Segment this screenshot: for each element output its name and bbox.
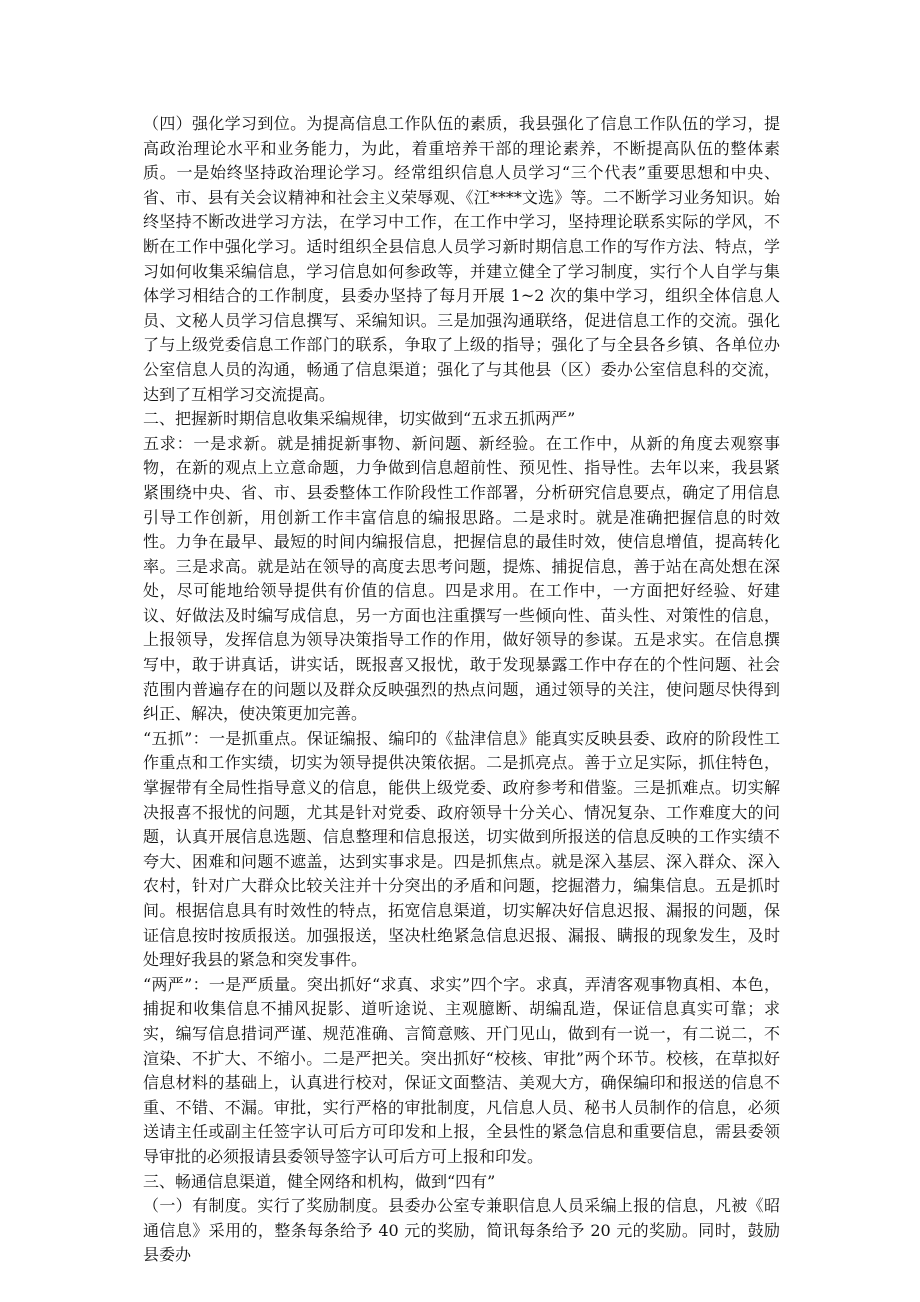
paragraph-has-system: （一）有制度。实行了奖励制度。县委办公室专兼职信息人员采编上报的信息，凡被《昭通信息》采用的，整条每条给予 40 元的奖励，简讯每条给予 20 元的奖励。同时，鼓励县委办 [143, 1196, 780, 1265]
section-heading-two: 二、把握新时期信息收集采编规律，切实做到“五求五抓两严” [143, 409, 576, 429]
paragraph-five-seek: 五求：一是求新。就是捕捉新事物、新问题、新经验。在工作中，从新的角度去观察事物，在新的观点上立意命题，力争做到信息超前性、预见性、指导性。去年以来，我县紧紧围绕中央、省、市、县委整体工作阶段性工作部署，分析研究信息要点，确定了用信息引导工作创新，用创新工作丰富信息的编报思路。二是求时。就是准确把握信息的时效性。力争在最早、最短的时间内编报信息，把握信息的最佳时效，使信息增值，提高转化率。三是求高。就是站在领导的高度去思考问题，提炼、捕捉信息，善于站在高处想在深处，尽可能地给领导提供有价值的信息。四是求用。在工作中，一方面把好经验、好建议、好做法及时编写成信息，另一方面也注重撰写一些倾向性、苗头性、对策性的信息，上报领导，发挥信息为领导决策指导工作的作用，做好领导的参谋。五是求实。在信息撰写中，敢于讲真话，讲实话，既报喜又报忧，敢于发现暴露工作中存在的个性问题、社会范围内普遍存在的问题以及群众反映强烈的热点问题，通过领导的关注，使问题尽快得到纠正、解决，使决策更加完善。 [143, 433, 780, 724]
paragraph-two-strict: “两严”：一是严质量。突出抓好“求真、求实”四个字。求真，弄清客观事物真相、本色，捕捉和收集信息不捕风捉影、道听途说、主观臆断、胡编乱造，保证信息真实可靠；求实，编写信息措词严谨、规范准确、言简意赅、开门见山，做到有一说一，有二说二，不渲染、不扩大、不缩小。二是严把关。突出抓好“校核、审批”两个环节。校核，在草拟好信息材料的基础上，认真进行校对，保证文面整洁、美观大方，确保编印和报送的信息不重、不错、不漏。审批，实行严格的审批制度，凡信息人员、秘书人员制作的信息，必须送请主任或副主任签字认可后方可印发和上报，全县性的紧急信息和重要信息，需县委领导审批的必须报请县委领导签字认可后方可上报和印发。 [143, 974, 780, 1166]
paragraph-five-grasp: “五抓”：一是抓重点。保证编报、编印的《盐津信息》能真实反映县委、政府的阶段性工作重点和工作实绩，切实为领导提供决策依据。二是抓亮点。善于立足实际，抓住特色，掌握带有全局性指导意义的信息，能供上级党委、政府参考和借鉴。三是抓难点。切实解决报喜不报忧的问题，尤其是针对党委、政府领导十分关心、情况复杂、工作难度大的问题，认真开展信息选题、信息整理和信息报送，切实做到所报送的信息反映的工作实绩不夸大、困难和问题不遮盖，达到实事求是。四是抓焦点。就是深入基层、深入群众、深入农村，针对广大群众比较关注并十分突出的矛盾和问题，挖掘潜力，编集信息。五是抓时间。根据信息具有时效性的特点，拓宽信息渠道，切实解决好信息迟报、漏报的问题，保证信息按时按质报送。加强报送，坚决杜绝紧急信息迟报、漏报、瞒报的现象发生，及时处理好我县的紧急和突发事件。 [143, 728, 780, 970]
paragraph-strengthen-study: （四）强化学习到位。为提高信息工作队伍的素质，我县强化了信息工作队伍的学习，提高政治理论水平和业务能力，为此，着重培养干部的理论素养，不断提高队伍的整体素质。一是始终坚持政治理论学习。经常组织信息人员学习“三个代表”重要思想和中央、省、市、县有关会议精神和社会主义荣辱观、《江****文选》等。二不断学习业务知识。始终坚持不断改进学习方法，在学习中工作，在工作中学习，坚持理论联系实际的学风，不断在工作中强化学习。适时组织全县信息人员学习新时期信息工作的写作方法、特点，学习如何收集采编信息，学习信息如何参政等，并建立健全了学习制度，实行个人自学与集体学习相结合的工作制度，县委办坚持了每月开展 1~2 次的集中学习，组织全体信息人员、文秘人员学习信息撰写、采编知识。三是加强沟通联络，促进信息工作的交流。强化了与上级党委信息工作部门的联系，争取了上级的指导；强化了与全县各乡镇、各单位办公室信息人员的沟通，畅通了信息渠道；强化了与其他县（区）委办公室信息科的交流，达到了互相学习交流提高。 [143, 114, 780, 404]
section-heading-three: 三、畅通信息渠道，健全网络和机构，做到“四有” [143, 1171, 496, 1191]
